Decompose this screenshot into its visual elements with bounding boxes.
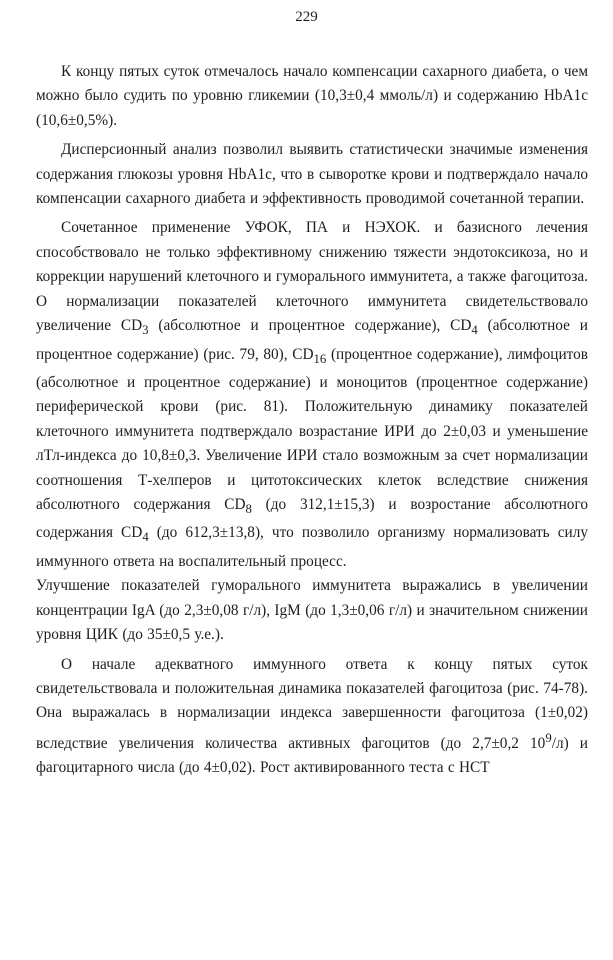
body-text	[36, 60, 588, 781]
paragraph-text: (абсолютное и процентное содержание), CD	[148, 317, 472, 335]
paragraph-phagocytosis	[36, 653, 588, 781]
subscript: 3	[142, 323, 149, 338]
paragraph-text: (до 612,3±13,8), что позволило организму нормализовать силу иммунного ответа на воспалительный процесс.	[36, 524, 588, 570]
paragraph-text: О начале адекватного иммунного ответа к концу пятых суток свидетельствовала и положительная динамика показателей фагоцитоза (рис. 74-78). Она выражалась в нормализации индекса завершенности фагоцитоза (1±0,02) вследствие увеличения количества активных фагоцитов (до 2,7±0,2 10	[36, 655, 588, 752]
subscript: 4	[142, 530, 149, 545]
paragraph-text: /л) и фагоцитарного числа (до 4±0,02). Рост активированного теста с НСТ	[36, 734, 588, 777]
paragraph-text: Дисперсионный анализ позволил выявить статистически значимые изменения содержания глюкозы уровня HbA1c, что в сыворотке крови и подтверждало начало компенсации сахарного диабета и эффективность проводимой сочетанной терапии.	[36, 141, 588, 208]
paragraph-text: (абсолютное и процентное содержание) (рис. 79, 80), CD	[36, 317, 588, 363]
paragraph-diabetes-compensation	[36, 60, 588, 133]
paragraph-text: Улучшение показателей гуморального иммунитета выражались в увеличении концентрации IgA (до 2,3±0,08 г/л), IgM (до 1,3±0,06 г/л) и значительном снижении уровня ЦИК (до 35±0,5 у.е.).	[36, 577, 588, 644]
subscript: 4	[471, 323, 478, 338]
paragraph-text: Сочетанное применение УФОК, ПА и НЭХОК. и базисного лечения способствовало не только эффективному снижению тяжести эндотоксикоза, но и коррекции нарушений клеточного и гуморального иммунитета, а также фагоцитоза. О нормализации показателей клеточного иммунитета свидетельствовало увеличение CD	[36, 219, 588, 335]
paragraph-text: (до 312,1±15,3) и возростание абсолютного содержания CD	[36, 496, 588, 542]
page-number: 229	[295, 9, 318, 25]
paragraph-cellular-immunity	[36, 216, 588, 574]
paragraph-humoral-immunity	[36, 574, 588, 647]
subscript: 8	[245, 502, 252, 517]
superscript: 9	[545, 730, 552, 745]
paragraph-variance-analysis	[36, 138, 588, 211]
paragraph-text: (процентное содержание), лимфоцитов (абсолютное и процентное содержание) и моноцитов (процентное содержание) периферической крови (рис. 81). Положительную динамику показателей клеточного иммунитета подтверждало возрастание ИРИ до 2±0,03 и уменьшение лТл-индекса до 10,8±0,3. Увеличение ИРИ стало возможным за счет нормализации соотношения Т-хелперов и цитотоксических клеток вследствие снижения абсолютного содержания CD	[36, 345, 588, 513]
paragraph-text: К концу пятых суток отмечалось начало компенсации сахарного диабета, о чем можно было судить по уровню гликемии (10,3±0,4 ммоль/л) и содержанию HbA1c (10,6±0,5%).	[36, 63, 588, 129]
subscript: 16	[313, 351, 327, 366]
